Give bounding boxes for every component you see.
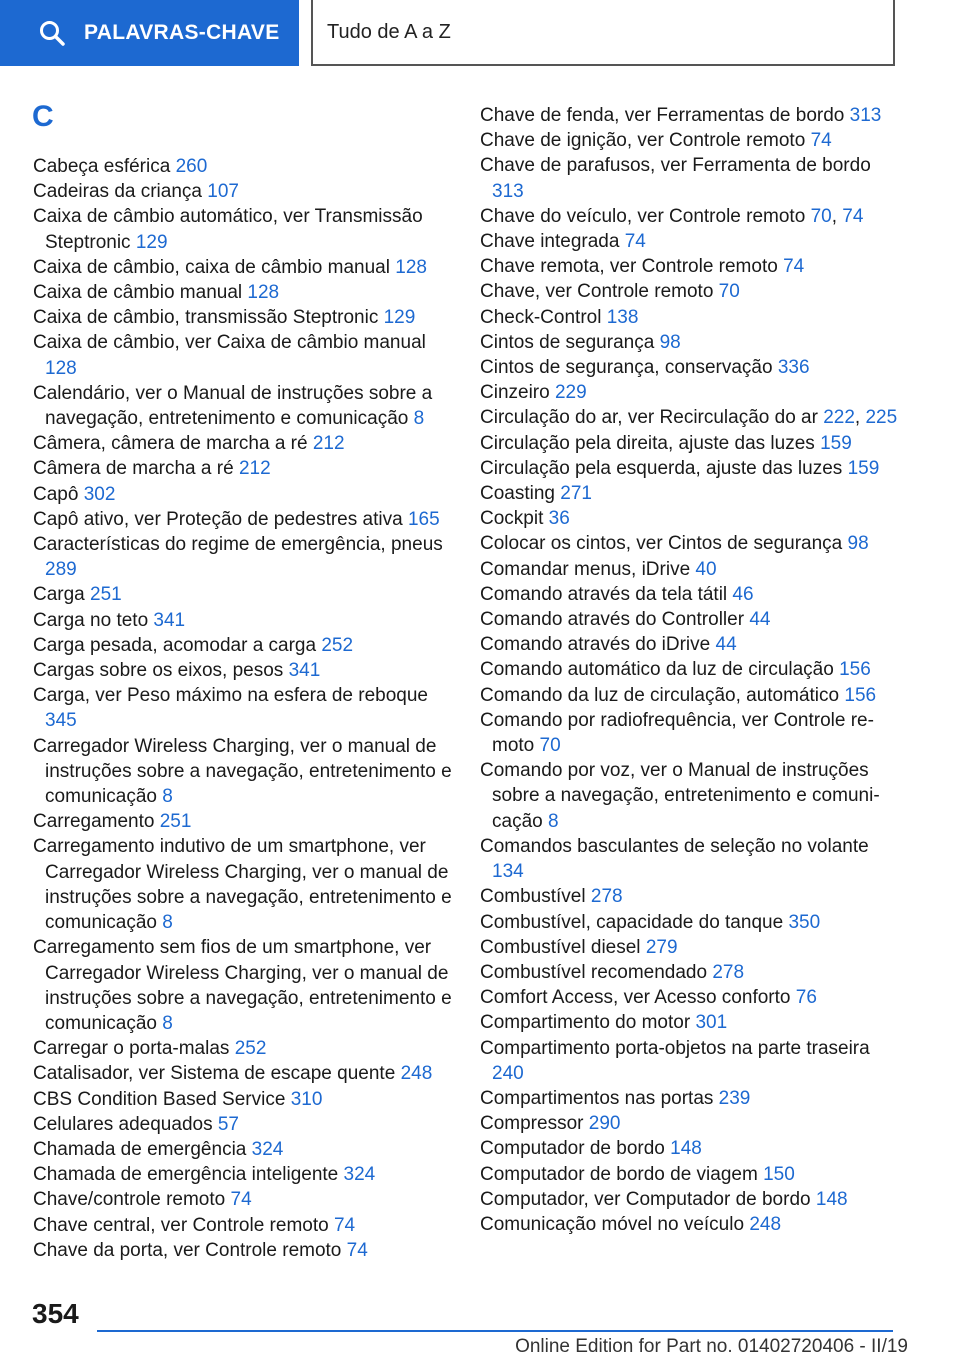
index-entry-text: Combustível recomendado: [480, 961, 708, 983]
page-reference-link[interactable]: 302: [83, 483, 116, 505]
index-entry-text: Comfort Access, ver Acesso conforto: [480, 987, 791, 1009]
page-reference-link[interactable]: 324: [251, 1138, 284, 1160]
page-reference-link[interactable]: 156: [839, 659, 871, 681]
index-entry-text: Caixa de câmbio automático, ver Transmissão Steptronic: [33, 206, 423, 253]
index-entry: [33, 255, 453, 280]
page-reference-link[interactable]: 156: [844, 684, 877, 706]
page-reference-link[interactable]: 341: [288, 660, 321, 682]
page-reference-link[interactable]: 165: [407, 508, 440, 530]
page-reference-link[interactable]: 138: [606, 306, 639, 328]
index-entry: [33, 658, 453, 683]
index-entry-text: Cabeça esférica: [33, 156, 171, 177]
index-entry-text: Caixa de câmbio, caixa de câmbio manual: [33, 256, 390, 278]
index-entry-text: Carregar o porta-malas: [33, 1038, 230, 1060]
index-entry-text: Comandos basculantes de seleção no volante: [480, 835, 869, 857]
index-entry-text: Comando através do Controller: [480, 609, 745, 631]
index-entry-text: Computador de bordo de viagem: [480, 1163, 758, 1185]
index-entry: [480, 910, 900, 935]
index-column-left: [33, 154, 453, 1263]
index-entry-text: Compressor: [480, 1113, 584, 1135]
page-reference-link[interactable]: 313: [849, 105, 882, 126]
index-entry: [480, 607, 900, 632]
index-entry-text: Coasting: [480, 483, 555, 505]
index-entry-text: Catalisador, ver Sistema de escape quente: [33, 1063, 396, 1085]
page-reference-link[interactable]: 240: [492, 1062, 524, 1084]
index-entry: [33, 683, 453, 733]
index-entry: [480, 1212, 900, 1237]
index-entry: [480, 531, 900, 556]
page-reference-link[interactable]: 40: [695, 558, 717, 580]
page-reference-link[interactable]: 345: [45, 710, 77, 732]
index-entry-text: Comando da luz de circulação, automático: [480, 684, 840, 706]
index-entry-text: Chamada de emergência: [33, 1138, 247, 1160]
page-reference-link[interactable]: 289: [45, 559, 77, 581]
page-reference-link[interactable]: 8: [547, 810, 559, 832]
index-entry: [480, 657, 900, 682]
index-entry-text: Computador, ver Computador de bordo: [480, 1188, 811, 1210]
page-reference-link[interactable]: 70: [539, 735, 561, 757]
index-entry-text: Caixa de câmbio, ver Caixa de câmbio manual: [33, 332, 426, 354]
a-to-z-tab-label: Tudo de A a Z: [327, 20, 451, 43]
page-reference-link[interactable]: 251: [159, 811, 192, 833]
page-reference-link[interactable]: 248: [749, 1213, 782, 1235]
page-reference-link[interactable]: 279: [645, 936, 678, 958]
index-entry: [480, 1086, 900, 1111]
index-entry-text: Cintos de segurança, conservação: [480, 357, 773, 379]
page-reference-link[interactable]: 239: [718, 1087, 751, 1109]
page-reference-link[interactable]: 74: [333, 1214, 356, 1236]
index-entry-text: Cadeiras da criança: [33, 181, 202, 203]
page-reference-link[interactable]: 212: [238, 458, 271, 480]
index-entry: [33, 532, 453, 582]
index-entry: [480, 254, 900, 279]
index-entry-text: Combustível, capacidade do tanque: [480, 911, 784, 933]
page-reference-link[interactable]: 8: [162, 912, 173, 934]
index-entry: [480, 1136, 900, 1161]
page-reference-link[interactable]: 350: [788, 911, 821, 933]
index-entry-text: Câmera, câmera de marcha a ré: [33, 433, 308, 455]
index-entry: [33, 1162, 453, 1187]
index-entry: [33, 456, 453, 481]
index-entry: [33, 608, 453, 633]
index-entry: [480, 1036, 900, 1086]
index-entry: [33, 1112, 453, 1137]
page-reference-link[interactable]: 8: [162, 1012, 173, 1034]
index-entry: [480, 506, 900, 531]
page-reference-link[interactable]: 229: [554, 382, 587, 404]
index-entry: [480, 632, 900, 657]
index-entry-text: Chave/controle remoto: [33, 1189, 226, 1211]
index-entry: [480, 1162, 900, 1187]
index-entry-text: Colocar os cintos, ver Cintos de segurança: [480, 533, 843, 555]
index-entry-text: Capô: [33, 483, 79, 505]
page-reference-link[interactable]: 251: [90, 584, 122, 606]
keywords-tab[interactable]: [0, 0, 299, 66]
index-entry-text: Celulares adequados: [33, 1113, 213, 1135]
index-entry-text: Comando por voz, ver o Manual de instruções sobre a navegação, entretenimento e comunicação: [480, 760, 880, 832]
section-letter: C: [32, 100, 54, 133]
index-entry: [480, 229, 900, 254]
index-entry: [33, 734, 453, 810]
page-reference-link[interactable]: 128: [247, 282, 280, 304]
index-entry: [480, 279, 900, 304]
index-entry-text: Caixa de câmbio, transmissão Steptronic: [33, 307, 379, 329]
page-header: [0, 0, 960, 66]
index-entry: [480, 431, 900, 456]
index-entry: [480, 481, 900, 506]
index-entry: Chave do veículo, ver Controle remoto 70, 74: [480, 205, 864, 227]
index-entry: [33, 482, 453, 507]
index-entry: [33, 1187, 453, 1212]
page-reference-link[interactable]: 290: [588, 1113, 621, 1135]
index-entry-text: Circulação pela direita, ajuste das luzes: [480, 432, 815, 454]
page-reference-link[interactable]: 313: [492, 180, 524, 202]
index-entry: [480, 557, 900, 582]
index-entry: Circulação do ar, ver Recirculação do ar 222, 225: [480, 407, 898, 429]
index-entry: [480, 582, 900, 607]
index-entry-text: Chave integrada: [480, 231, 620, 253]
page-reference-link[interactable]: 70: [810, 205, 832, 227]
index-entry-text: Chave do veículo, ver Controle remoto: [480, 205, 806, 227]
index-entry: [33, 330, 453, 380]
index-entry-text: Cargas sobre os eixos, pesos: [33, 660, 284, 682]
index-entry: [33, 1036, 453, 1061]
index-entry: [33, 935, 453, 1036]
page-reference-link[interactable]: 98: [659, 331, 681, 353]
index-entry-text: Capô ativo, ver Proteção de pedestres ativa: [33, 508, 403, 530]
index-column-right: [480, 103, 900, 1237]
index-entry: [480, 758, 900, 834]
index-entry-text: Carga pesada, acomodar a carga: [33, 634, 317, 656]
page-number: 354: [32, 1298, 79, 1329]
index-entry: [480, 330, 900, 355]
index-entry: [480, 1010, 900, 1035]
index-entry-text: Compartimento do motor: [480, 1012, 691, 1034]
index-entry-text: Calendário, ver o Manual de instruções sobre a navegação, entretenimento e comunicação: [33, 382, 433, 430]
index-entry-text: Carregamento sem fios de um smartphone, ver Carregador Wireless Charging, ver o manual de instruções sobre a navegação, entretenimento e comunicação: [33, 937, 452, 1034]
page-reference-link[interactable]: 57: [217, 1113, 239, 1135]
index-entry-text: Comunicação móvel no veículo: [480, 1213, 745, 1235]
page-reference-link[interactable]: 341: [153, 609, 186, 631]
index-entry-text: CBS Condition Based Service: [33, 1088, 286, 1110]
index-entry-text: Chave, ver Controle remoto: [480, 281, 714, 303]
page-reference-link[interactable]: 310: [290, 1088, 323, 1110]
page-reference-link[interactable]: 46: [732, 583, 754, 605]
page-reference-link[interactable]: 159: [820, 432, 852, 454]
page-reference-link[interactable]: 74: [346, 1239, 368, 1261]
index-entry: [480, 960, 900, 985]
index-entry-text: Computador de bordo: [480, 1138, 665, 1160]
index-entry: [480, 985, 900, 1010]
index-entry-text: Carga, ver Peso máximo na esfera de reboque: [33, 685, 428, 707]
index-entry-text: Comando automático da luz de circulação: [480, 659, 834, 681]
search-icon: [38, 19, 66, 47]
index-entry: [33, 381, 453, 431]
index-entry: [33, 179, 453, 204]
index-entry: [480, 103, 900, 128]
index-entry-text: Chave central, ver Controle remoto: [33, 1214, 329, 1236]
footer-divider: [97, 1330, 893, 1332]
index-entry: [33, 1061, 453, 1086]
index-entry-text: Características do regime de emergência, pneus: [33, 534, 443, 556]
page-reference-link[interactable]: 150: [763, 1163, 795, 1185]
index-entry: [33, 507, 453, 532]
page-reference-link[interactable]: 74: [624, 231, 646, 253]
edition-text: Online Edition for Part no. 01402720406 - II/19: [515, 1336, 908, 1357]
page-reference-link[interactable]: 301: [695, 1012, 728, 1034]
index-entry-text: Câmera de marcha a ré: [33, 458, 234, 480]
index-entry-text: Carregamento indutivo de um smartphone, ver Carregador Wireless Charging, ver o manual de instruções sobre a navegação, entretenimento e comunicação: [33, 836, 452, 934]
index-entry: [480, 1111, 900, 1136]
index-entry: [33, 633, 453, 658]
index-entry-text: Compartimentos nas portas: [480, 1087, 714, 1109]
index-entry-text: Chamada de emergência inteligente: [33, 1164, 339, 1186]
index-entry-text: Compartimento porta-objetos na parte traseira: [480, 1037, 870, 1059]
index-entry-text: Carga: [33, 584, 85, 606]
page-reference-link[interactable]: 271: [560, 483, 592, 505]
page-reference-link[interactable]: 8: [413, 408, 425, 430]
index-entry-text: Comando através da tela tátil: [480, 583, 728, 605]
index-entry: [480, 355, 900, 380]
index-entry-text: Chave de fenda, ver Ferramentas de bordo: [480, 105, 845, 126]
page-reference-link[interactable]: 74: [783, 256, 805, 278]
index-entry: [33, 582, 453, 607]
page-reference-link[interactable]: 260: [175, 156, 208, 177]
index-entry: [480, 834, 900, 884]
a-to-z-tab[interactable]: [311, 0, 895, 66]
index-entry-text: Cockpit: [480, 508, 544, 530]
index-entry: [480, 380, 900, 405]
page-reference-link[interactable]: 252: [234, 1038, 267, 1060]
page-reference-link[interactable]: 107: [207, 181, 239, 203]
index-entry: [480, 456, 900, 481]
index-entry-text: Comandar menus, iDrive: [480, 558, 691, 580]
page-reference-link[interactable]: 129: [383, 307, 416, 329]
index-entry-text: Caixa de câmbio manual: [33, 282, 243, 304]
page-reference-link[interactable]: 76: [795, 987, 817, 1009]
index-entry: [480, 708, 900, 758]
page-reference-link[interactable]: 128: [395, 256, 427, 278]
page-reference-link[interactable]: 8: [162, 786, 173, 808]
index-entry: [33, 1213, 453, 1238]
index-entry: [480, 683, 900, 708]
index-entry-text: Cinzeiro: [480, 382, 550, 404]
page-reference-link[interactable]: 278: [590, 886, 623, 908]
page-reference-link[interactable]: 148: [815, 1188, 848, 1210]
page-reference-link[interactable]: 148: [670, 1138, 702, 1160]
page-reference-link[interactable]: 44: [715, 634, 737, 656]
index-entry: [480, 935, 900, 960]
index-entry-text: Cintos de segurança: [480, 331, 655, 353]
index-entry-text: Chave de parafusos, ver Ferramenta de bordo: [480, 155, 871, 177]
page-reference-link[interactable]: 44: [749, 609, 771, 631]
page-reference-link[interactable]: 248: [400, 1063, 433, 1085]
index-entry: [33, 431, 453, 456]
page-reference-link[interactable]: 128: [45, 357, 77, 379]
index-entry-text: Circulação pela esquerda, ajuste das luzes: [480, 457, 843, 479]
index-entry-text: Combustível: [480, 886, 586, 908]
page-reference-link[interactable]: 70: [718, 281, 740, 303]
page-reference-link[interactable]: 98: [847, 533, 869, 555]
index-entry: [33, 834, 453, 935]
index-entry: [33, 1238, 453, 1263]
index-entry: [33, 280, 453, 305]
index-entry-text: Chave de ignição, ver Controle remoto: [480, 130, 806, 152]
page-reference-link[interactable]: 222: [823, 407, 855, 429]
index-entry-text: Combustível diesel: [480, 936, 641, 958]
index-entry: [33, 809, 453, 834]
index-entry-text: Chave da porta, ver Controle remoto: [33, 1239, 342, 1261]
page-reference-link[interactable]: 336: [777, 357, 810, 379]
index-entry: [480, 153, 900, 203]
page-reference-link[interactable]: 278: [712, 961, 745, 983]
index-entry-text: Carregador Wireless Charging, ver o manual de instruções sobre a navegação, entretenimento e comunicação: [33, 735, 452, 808]
page-reference-link[interactable]: 212: [312, 433, 345, 455]
page-reference-link[interactable]: 74: [230, 1189, 252, 1211]
index-entry: [480, 128, 900, 153]
page-reference-link[interactable]: 74: [842, 205, 864, 227]
index-entry-text: Comando através do iDrive: [480, 634, 711, 656]
index-entry: [33, 154, 453, 179]
page-reference-link[interactable]: 252: [321, 634, 354, 656]
index-entry: [480, 1187, 900, 1212]
page-reference-link[interactable]: 225: [865, 407, 898, 429]
index-entry: [33, 305, 453, 330]
page-reference-link[interactable]: 36: [548, 508, 570, 530]
index-entry: [33, 1087, 453, 1112]
index-entry: [33, 204, 453, 254]
index-entry-text: Circulação do ar, ver Recirculação do ar: [480, 407, 818, 429]
page-reference-link[interactable]: 324: [343, 1164, 376, 1186]
index-entry: [480, 305, 900, 330]
index-entry-text: Comando por radiofrequência, ver Controle remoto: [480, 709, 874, 757]
index-entry: [480, 884, 900, 909]
page-reference-link[interactable]: 134: [492, 861, 524, 883]
index-entry-text: Chave remota, ver Controle remoto: [480, 256, 778, 278]
index-entry-text: Check-Control: [480, 306, 602, 328]
page-reference-link[interactable]: 129: [135, 231, 168, 253]
page-reference-link[interactable]: 159: [847, 457, 880, 479]
index-entry: [33, 1137, 453, 1162]
index-entry-text: Carregamento: [33, 811, 155, 833]
index-entry-text: Carga no teto: [33, 609, 149, 631]
keywords-tab-label: PALAVRAS-CHAVE: [84, 21, 280, 44]
page-reference-link[interactable]: 74: [810, 130, 832, 152]
